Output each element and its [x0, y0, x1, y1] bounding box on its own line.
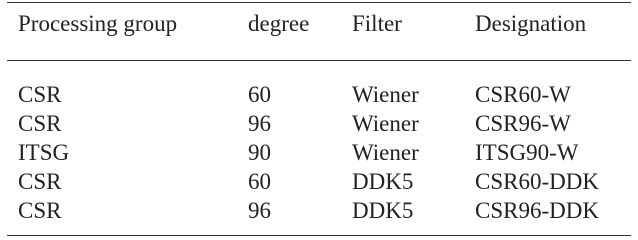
- table-header-row: [7, 9, 631, 39]
- cell-degree: 60: [248, 169, 271, 194]
- cell-processing-group: ITSG: [18, 140, 70, 165]
- cell-degree: 90: [248, 140, 271, 165]
- cell-designation: CSR96-W: [475, 111, 571, 136]
- cell-filter: Wiener: [352, 82, 419, 107]
- cell-designation: CSR60-DDK: [475, 169, 599, 194]
- header-designation: Designation: [475, 11, 587, 36]
- header-degree: degree: [248, 11, 310, 36]
- cell-processing-group: CSR: [18, 198, 62, 223]
- cell-degree: 96: [248, 198, 271, 223]
- cell-filter: Wiener: [352, 111, 419, 136]
- table-top-rule: [7, 2, 631, 3]
- header-filter: Filter: [352, 11, 402, 36]
- table-row: [7, 167, 631, 197]
- cell-designation: CSR96-DDK: [475, 198, 599, 223]
- table-bottom-rule: [7, 235, 631, 236]
- cell-filter: Wiener: [352, 140, 419, 165]
- cell-degree: 60: [248, 82, 271, 107]
- table-row: [7, 138, 631, 168]
- table-row: [7, 80, 631, 110]
- table-header-rule: [7, 60, 631, 61]
- cell-filter: DDK5: [352, 169, 414, 194]
- cell-filter: DDK5: [352, 198, 414, 223]
- table-row: [7, 109, 631, 139]
- table-row: [7, 196, 631, 226]
- cell-designation: ITSG90-W: [475, 140, 579, 165]
- header-processing-group: Processing group: [18, 11, 178, 36]
- cell-designation: CSR60-W: [475, 82, 571, 107]
- cell-processing-group: CSR: [18, 82, 62, 107]
- cell-degree: 96: [248, 111, 271, 136]
- cell-processing-group: CSR: [18, 169, 62, 194]
- cell-processing-group: CSR: [18, 111, 62, 136]
